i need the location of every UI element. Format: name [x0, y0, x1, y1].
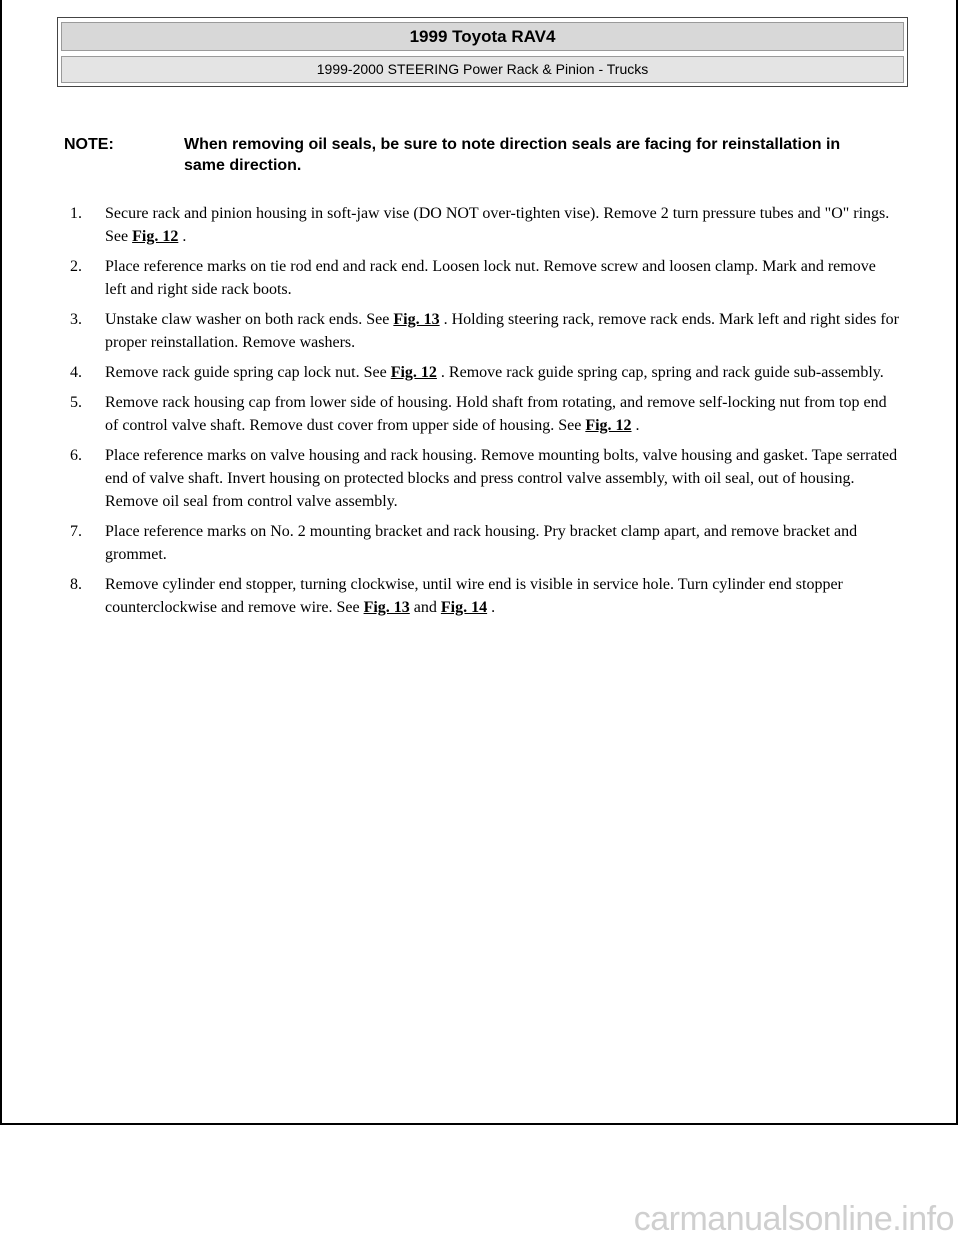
step-text: and	[409, 599, 441, 616]
step-text: . Remove rack guide spring cap, spring and rack guide sub-assembly.	[436, 364, 884, 381]
step-text: Remove rack housing cap from lower side of housing. Hold shaft from rotating, and remove self-locking nut from top end of control valve shaft. Remove dust cover from upper side of housing. See	[105, 394, 887, 434]
step-2	[70, 255, 900, 301]
watermark: carmanualsonline.info	[633, 1200, 954, 1238]
procedure-steps	[70, 202, 900, 626]
fig-12-link[interactable]: Fig. 12	[132, 228, 179, 245]
step-4	[70, 361, 900, 384]
step-text: .	[631, 417, 640, 434]
step-number: 1.	[70, 205, 82, 222]
step-1	[70, 202, 900, 248]
step-text: Place reference marks on No. 2 mounting bracket and rack housing. Pry bracket clamp apart, and remove bracket and grommet.	[105, 523, 858, 563]
step-text: Remove cylinder end stopper, turning clockwise, until wire end is visible in service hole. Turn cylinder end stopper counterclockwise and remove wire. See	[105, 576, 843, 616]
step-number: 3.	[70, 311, 82, 328]
fig-12-link[interactable]: Fig. 12	[585, 417, 632, 434]
step-number: 6.	[70, 447, 82, 464]
note-text: When removing oil seals, be sure to note direction seals are facing for reinstallation in same direction.	[184, 136, 841, 174]
step-number: 7.	[70, 523, 82, 540]
step-number: 2.	[70, 258, 82, 275]
fig-13-link[interactable]: Fig. 13	[393, 311, 440, 328]
step-5	[70, 391, 900, 437]
fig-12-link[interactable]: Fig. 12	[390, 364, 437, 381]
step-number: 5.	[70, 394, 82, 411]
step-3	[70, 308, 900, 354]
step-text: Secure rack and pinion housing in soft-jaw vise (DO NOT over-tighten vise). Remove 2 turn pressure tubes and "O" rings. See	[105, 205, 890, 245]
step-7	[70, 520, 900, 566]
fig-13-link[interactable]: Fig. 13	[363, 599, 410, 616]
step-number: 8.	[70, 576, 82, 593]
step-number: 4.	[70, 364, 82, 381]
step-text: . Holding steering rack, remove rack ends. Mark left and right sides for proper reinstallation. Remove washers.	[105, 311, 899, 351]
step-8	[70, 573, 900, 619]
step-text: .	[178, 228, 187, 245]
document-title: 1999 Toyota RAV4	[61, 22, 904, 51]
step-text: Remove rack guide spring cap lock nut. See	[105, 364, 391, 381]
document-header	[57, 17, 908, 87]
document-subtitle: 1999-2000 STEERING Power Rack & Pinion - Trucks	[61, 56, 904, 83]
note-label: NOTE:	[64, 136, 114, 153]
step-text: Place reference marks on tie rod end and rack end. Loosen lock nut. Remove screw and loosen clamp. Mark and remove left and right side rack boots.	[105, 258, 876, 298]
step-text: Unstake claw washer on both rack ends. See	[105, 311, 394, 328]
step-6	[70, 444, 900, 513]
fig-14-link[interactable]: Fig. 14	[440, 599, 488, 616]
step-text: .	[487, 599, 496, 616]
step-text: Place reference marks on valve housing and rack housing. Remove mounting bolts, valve housing and gasket. Tape serrated end of valve shaft. Invert housing on protected blocks and press control valve assembly, with oil seal, out of housing. Remove oil seal from control valve assembly.	[105, 447, 898, 510]
